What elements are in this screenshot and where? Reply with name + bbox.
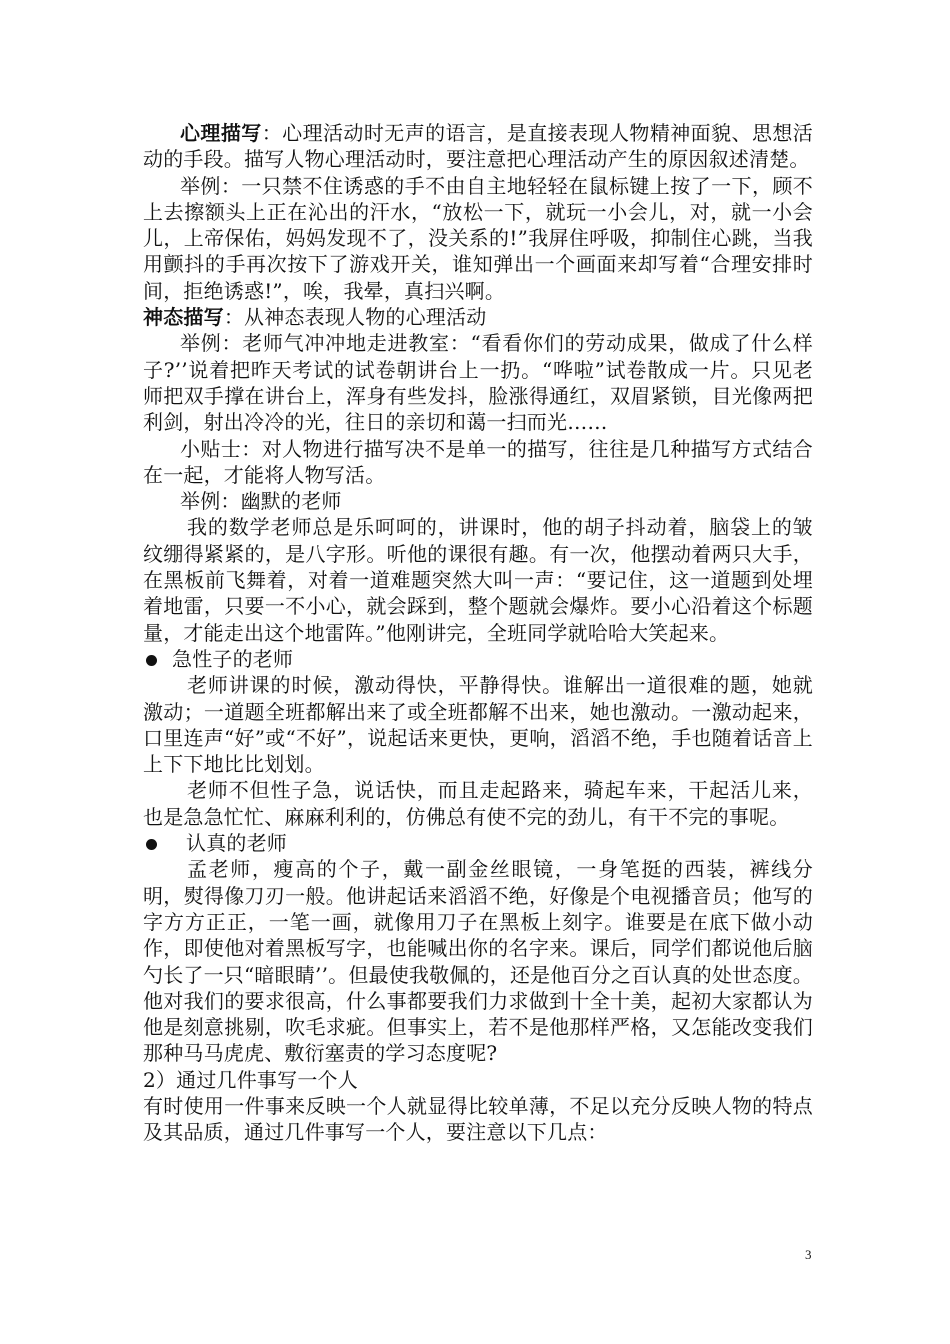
bullet-dot-icon [146, 655, 157, 666]
psych-description-text: ：心理活动时无声的语言，是直接表现人物精神面貌、思想活动的手段。描写人物心理活动时，要注意把心理活动产生的原因叙述清楚。 [143, 121, 813, 172]
bullet-item-quick-tempered [143, 646, 813, 672]
serious-teacher-paragraph: 孟老师，瘦高的个子，戴一副金丝眼镜，一身笔挺的西装，裤线分明，熨得像刀刃一般。他讲起话来滔滔不绝，好像是个电视播音员；他写的字方方正正，一笔一画，就像用刀子在黑板上刻字。谁要是在底下做小动作，即使他对着黑板写字，也能喊出你的名字来。课后，同学们都说他后脑勺长了一只“暗眼睛’’。但最使我敬佩的，还是他百分之百认真的处世态度。他对我们的要求很高，什么事都要我们力求做到十全十美，起初大家都认为他是刻意挑剔，吹毛求疵。但事实上，若不是他那样严格，又怎能改变我们那种马马虎虎、敷衍塞责的学习态度呢? [143, 857, 813, 1066]
bullet-label: 急性子的老师 [172, 646, 294, 671]
page-body [143, 120, 813, 1146]
bullet-label: 认真的老师 [186, 831, 287, 856]
expression-example-paragraph: 举例：老师气冲冲地走进教室：“看看你们的劳动成果，做成了什么样子?’’说着把昨天考试的试卷朝讲台上一扔。“哗啦”试卷散成一片。只见老师把双手撑在讲台上，浑身有些发抖，脸涨得通红，双眉紧锁，目光像两把利剑，射出冷冷的光，往日的亲切和蔼一扫而光…… [143, 331, 813, 435]
expression-description-heading: 神态描写 [143, 305, 224, 330]
page-number: 3 [805, 1247, 812, 1262]
expression-description-text: ：从神态表现人物的心理活动 [223, 305, 487, 330]
quick-tempered-paragraph-2: 老师不但性子急，说话快，而且走起路来，骑起车来，干起活儿来，也是急急忙忙、麻麻利利的，仿佛总有使不完的劲儿，有干不完的事呢。 [143, 778, 813, 829]
humor-example-title: 举例：幽默的老师 [180, 489, 342, 514]
psych-description-paragraph [143, 120, 813, 173]
section-2-paragraph: 有时使用一件事来反映一个人就显得比较单薄，不足以充分反映人物的特点及其品质，通过几件事写一个人，要注意以下几点： [143, 1093, 813, 1145]
humor-example-paragraph: 我的数学老师总是乐呵呵的，讲课时，他的胡子抖动着，脑袋上的皱纹绷得紧紧的，是八字形。听他的课很有趣。有一次，他摆动着两只大手，在黑板前飞舞着，对着一道难题突然大叫一声：“要记住，这一道题到处埋着地雷，只要一不小心，就会踩到，整个题就会爆炸。要小心沿着这个标题量，才能走出这个地雷阵。”他刚讲完，全班同学就哈哈大笑起来。 [143, 515, 813, 645]
tip-paragraph: 小贴士：对人物进行描写决不是单一的描写，往往是几种描写方式结合在一起，才能将人物写活。 [143, 436, 813, 487]
expression-description-paragraph [143, 304, 813, 330]
psych-description-heading: 心理描写 [180, 121, 262, 145]
bullet-item-serious [143, 830, 813, 856]
quick-tempered-paragraph-1: 老师讲课的时候，激动得快，平静得快。谁解出一道很难的题，她就激动；一道题全班都解出来了或全班都解不出来，她也激动。一激动起来，口里连声“好”或“不好”，说起话来更快，更响，滔滔不绝，手也随着话音上上下下地比比划划。 [143, 673, 813, 777]
psych-example-paragraph: 举例：一只禁不住诱惑的手不由自主地轻轻在鼠标键上按了一下，顾不上去擦额头上正在沁出的汗水，“放松一下，就玩一小会儿，对，就一小会儿，上帝保佑，妈妈发现不了，没关系的!”我屏住呼吸，抑制住心跳，当我用颤抖的手再次按下了游戏开关，谁知弹出一个画面来却写着“合理安排时间，拒绝诱惑!”，唉，我晕，真扫兴啊。 [143, 173, 813, 303]
section-2-title: 2）通过几件事写一个人 [143, 1067, 358, 1092]
bullet-dot-icon [146, 839, 157, 850]
